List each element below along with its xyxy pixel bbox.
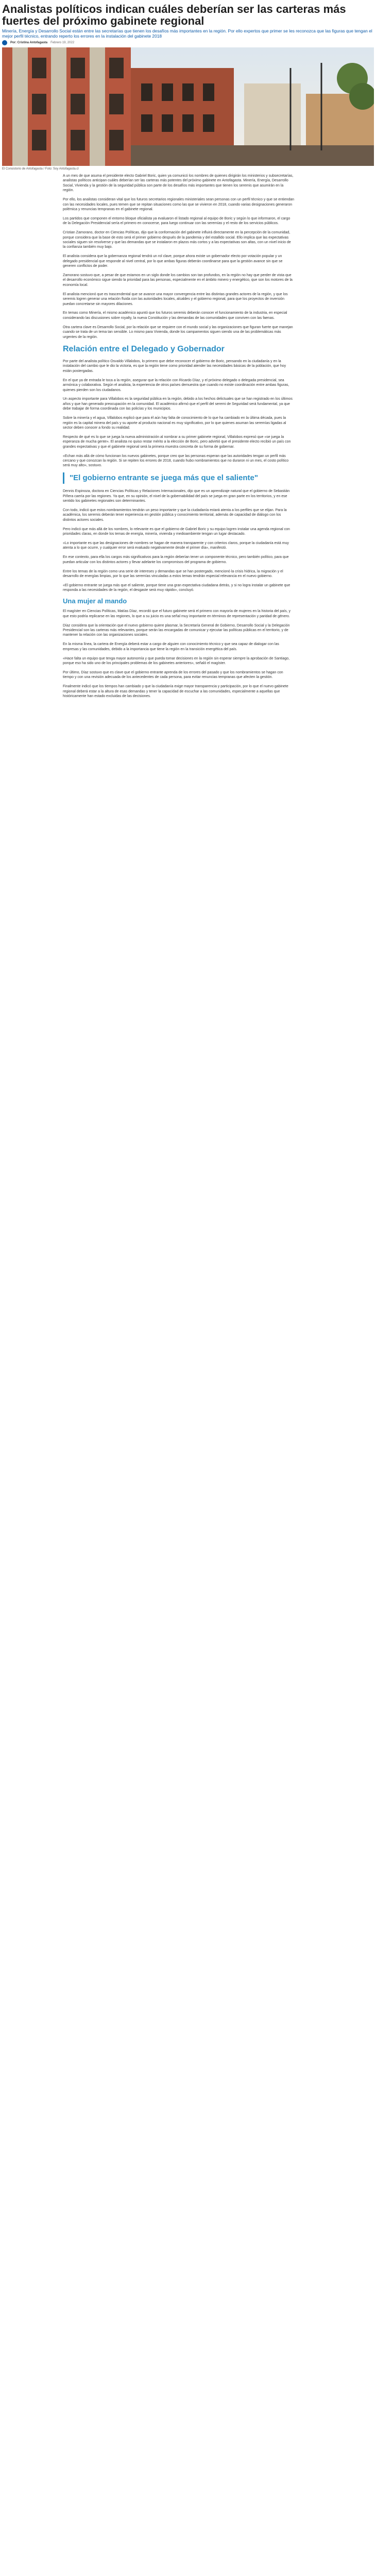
hero-image xyxy=(2,47,374,166)
paragraph: En temas como Minería, el mismo académico apuntó que los futuros seremis deberán conocer el funcionamiento de la industria, en especial considerando las discusiones sobre royalty, la nueva Constitución y las demandas de las comunidades que conviven con las faenas. xyxy=(63,311,287,320)
paragraph: Pero indicó que más allá de los nombres, lo relevante es que el gobierno de Gabriel Boric y su equipo logren instalar una agenda regional con prioridades claras, en donde los temas de energía, minería, vivienda y medioambiente tengan un lugar destacado. xyxy=(63,527,290,536)
section-heading-delegado: Relación entre el Delegado y Gobernador xyxy=(63,344,225,353)
paragraph: «El gobierno entrante se juega más que el saliente, porque tiene una gran expectativa ciudadana detrás, y si no logra instalar un gabinete que responda a las necesidades de la región, el desgaste será muy rápido», concluyó. xyxy=(63,583,290,592)
paragraph: Finalmente indicó que los tiempos han cambiado y que la ciudadanía exige mayor transparencia y participación, por lo que el nuevo gabinete regional deberá estar a la altura de esas demandas y tener la capacidad de escuchar a las comunidades, especialmente a aquellas que históricamente han estado excluidas de las decisiones. xyxy=(63,685,288,699)
author-avatar xyxy=(2,40,7,45)
byline xyxy=(2,40,374,45)
paragraph: Otra cartera clave es Desarrollo Social, por la relación que se requiere con el mundo social y las organizaciones que figuran fuerte que manejan cuando se trata de un tema tan sensible. Lo mismo para Vivienda, donde los campamentos siguen siendo una de las problemáticas más urgentes de la región. xyxy=(63,325,293,339)
paragraph: En la misma línea, la cartera de Energía deberá estar a cargo de alguien con conocimiento técnico y que sea capaz de dialogar con las empresas y las comunidades, debido a la importancia que tiene la región en la transición energética del país. xyxy=(63,642,279,651)
paragraph: Respecto de qué es lo que se juega la nueva administración al nombrar a su primer gabinete regional, Villalobos expresó que «se juega la esperanza de mucha gente». El analista no quiso restar mérito a la elección de Boric, pero advirtió que el presidente electo recibió un país con grandes expectativas y que el gabinete regional será la primera muestra concreta de su forma de gobernar. xyxy=(63,435,291,449)
paragraph: Los partidos que componen el entorno bloque oficialista ya evaluaron el listado regional al equipo de Boric y según lo que informaron, el cargo de la Delegación Presidencial sería el primero en conocerse, para luego continuar con las seremías y el resto de los servicios públicos. xyxy=(63,216,290,226)
paragraph: El analista mencionó que es trascendental que se avance una mayor convergencia entre las distintas grandes actores de la región, y que los seremis logren generar una relación fluida con las autoridades locales, alcaldes y el gobierno regional, para que los proyectos de inversión puedan concretarse sin mayores dilaciones. xyxy=(63,292,288,306)
paragraph: Dennis Espinoza, doctora en Ciencias Políticas y Relaciones Internacionales, dijo que es un aprendizaje natural que el gobierno de Sebastián Piñera caería por las regiones. Ya que, en su opinión, el nivel de la gobernabilidad del país se juega en gran parte en los territorios, y en ese sentido los gabinetes regionales son determinantes. xyxy=(63,489,290,503)
paragraph: «Lo importante es que las designaciones de nombres se hagan de manera transparente y con criterios claros, porque la ciudadanía está muy atenta a lo que ocurre, y cualquier error será evaluado negativamente desde el primer día», manifestó. xyxy=(63,541,289,550)
paragraph: Por ello, los analistas consideran vital que los futuros secretarios regionales ministeriales sean personas con un perfil técnico y que se entiendan con las necesidades locales, pues temen que se repitan situaciones como las que se vivieron en 2018, cuando varias designaciones generaron polémica y renuncias tempranas en el gabinete regional. xyxy=(63,198,295,211)
article-body xyxy=(63,174,295,699)
paragraph: En el que ya de entrada le toca a la región, asegurar que la relación con Ricardo Díaz, y el próximo delegado o delegada presidencial, sea armónica y colaborativa. Según el analista, la experiencia de otros países demuestra que cuando no existe coordinación entre ambas figuras, quienes pierden son los ciudadanos. xyxy=(63,378,289,392)
paragraph: Por parte del analista político Osvaldo Villalobos, lo primero que debe reconocer el gobierno de Boric, pensando en la ciudadanía y en la instalación del cambio que le dio la victoria, es que la región tiene como prioridad atender las necesidades básicas de la población, que hoy están postergadas. xyxy=(63,359,286,373)
paragraph: El magíster en Ciencias Políticas, Matías Díaz, recordó que el futuro gabinete será el primero con mayoría de mujeres en la historia del país, y que esto podría replicarse en las regiones, lo que a su juicio es una señal muy importante en términos de representación y paridad de género. xyxy=(63,609,290,618)
author-name[interactable]: Por: Cristina Antofagasta xyxy=(10,41,48,44)
paragraph: En ese contexto, para ella los cargos más significativos para la región deberían tener un componente técnico, pero también político, para que puedan articular con los distintos actores y llevar adelante los compromisos del programa de gobierno. xyxy=(63,555,289,564)
pull-quote: "El gobierno entrante se juega más que el saliente" xyxy=(63,472,295,484)
paragraph: El analista considera que la gobernanza regional tendrá un rol clave, porque ahora existe un gobernador electo por votación popular y un delegado presidencial que responde al nivel central, por lo que ambas figuras deberán coordinarse para que la gestión avance sin que se generen conflictos de poder. xyxy=(63,255,283,268)
paragraph: Con todo, indicó que estos nombramientos tendrán un peso importante y que la ciudadanía estará atenta a los perfiles que se elijan. Para la académica, los seremis deberán tener experiencia en gestión pública y conocimiento territorial, además de capacidad de diálogo con los distintos actores sociales. xyxy=(63,509,287,522)
article-subtitle: Minería, Energía y Desarrollo Social están entre las secretarías que tienen los desafíos más importantes en la región. Por ello expertos que primer se les reconozca que las figuras que tengan el mejor perfil técnico, entrando reperto los errores en la instalación del gabinete 2018 xyxy=(2,28,372,39)
building-photo xyxy=(2,47,374,166)
section-heading-mujer: Una mujer al mando xyxy=(63,597,127,605)
paragraph: «Echan más allá de cómo funcionan los nuevos gabinetes, porque creo que las personas esperan que las autoridades tengan un perfil más cercano y que conozcan la región. Si se repiten los errores de 2018, cuando hubo nombramientos que no duraron ni un mes, el costo político será muy alto», sostuvo. xyxy=(63,454,289,468)
paragraph: Zamorano sostuvo que, a pesar de que estamos en un siglo donde los cambios son tan profundos, en la región no hay que perder de vista que el desarrollo económico sigue siendo la prioridad para las personas, especialmente en el ámbito minero y energético, que son los motores de la economía local. xyxy=(63,274,293,287)
article-title: Analistas políticos indican cuáles deberían ser las carteras más fuertes del próximo gabinete regional xyxy=(2,3,346,27)
paragraph: Díaz considera que la orientación que el nuevo gobierno quiere plasmar, la Secretaría General de Gobierno, Desarrollo Social y la Delegación Presidencial son las carteras más relevantes, porque serán las encargadas de comunicar y ejecutar las políticas públicas en el territorio, y de mantener la relación con las organizaciones sociales. xyxy=(63,623,290,637)
paragraph: Un aspecto importante para Villalobos es la seguridad pública en la región, debido a los hechos delictuales que se han registrado en los últimos años y que han generado preocupación en la comunidad. El académico afirmó que el perfil del seremi de Seguridad será fundamental, ya que debe trabajar de forma coordinada con las policías y los municipios. xyxy=(63,397,293,411)
paragraph: Sobre la minería y el agua, Villalobos explicó que para él aún hay falta de conocimiento de lo que ha cambiado en la última década, pues la región es la capital minera del país y su aporte al producto nacional es muy significativo, por lo que quienes asuman las seremías ligadas al sector deben conocer a fondo su realidad. xyxy=(63,416,286,430)
article-page xyxy=(0,0,376,714)
publish-date: Febrero 19, 2022 xyxy=(50,41,75,44)
paragraph: A un mes de que asuma el presidente electo Gabriel Boric, quien ya comunicó los nombres de quienes dirigirán los ministerios y subsecretarías, analistas políticos anticipan cuáles deberían ser las carteras más potentes del próximo gabinete en Antofagasta. Minería, Energía, Desarrollo Social, Vivienda y la gestión de la seguridad pública son parte de los desafíos más importantes que tienen los seremis que asumirán en la región. xyxy=(63,174,294,193)
paragraph: «Hace falta un equipo que tenga mayor autonomía y que pueda tomar decisiones en la región sin esperar siempre la aprobación de Santiago, porque eso ha sido uno de los principales problemas de los gabinetes anteriores», señaló el magíster. xyxy=(63,656,290,666)
paragraph: Cristian Zamorano, doctor en Ciencias Políticas, dijo que la conformación del gabinete influirá directamente en la percepción de la comunidad, porque considera que la base de esto será el primer gobierno después de la pandemia y del estallido social. Ello implica que las expectativas sociales siguen sin resolverse y que las demandas que se instalaron en plazos más cortos y a las expectativas son altas, con un nivel inicio de la confianza también muy bajo. xyxy=(63,231,291,249)
paragraph: Entre los temas de la región como una serie de intereses y demandas que se han postergado, mencionó la crisis hídrica, la migración y el desarrollo de energías limpias, por lo que las seremías vinculadas a estos temas tendrán especial relevancia en el nuevo gobierno. xyxy=(63,569,283,579)
paragraph: Por último, Díaz sostuvo que es clave que el gobierno entrante aprenda de los errores del pasado y que los nombramientos se hagan con tiempo y con una revisión adecuada de los antecedentes de cada persona, para evitar renuncias tempranas que afecten la gestión. xyxy=(63,670,283,680)
image-caption: El Consistorio de Antofagasta / Foto: Soy Antofagasta.cl xyxy=(2,167,79,171)
